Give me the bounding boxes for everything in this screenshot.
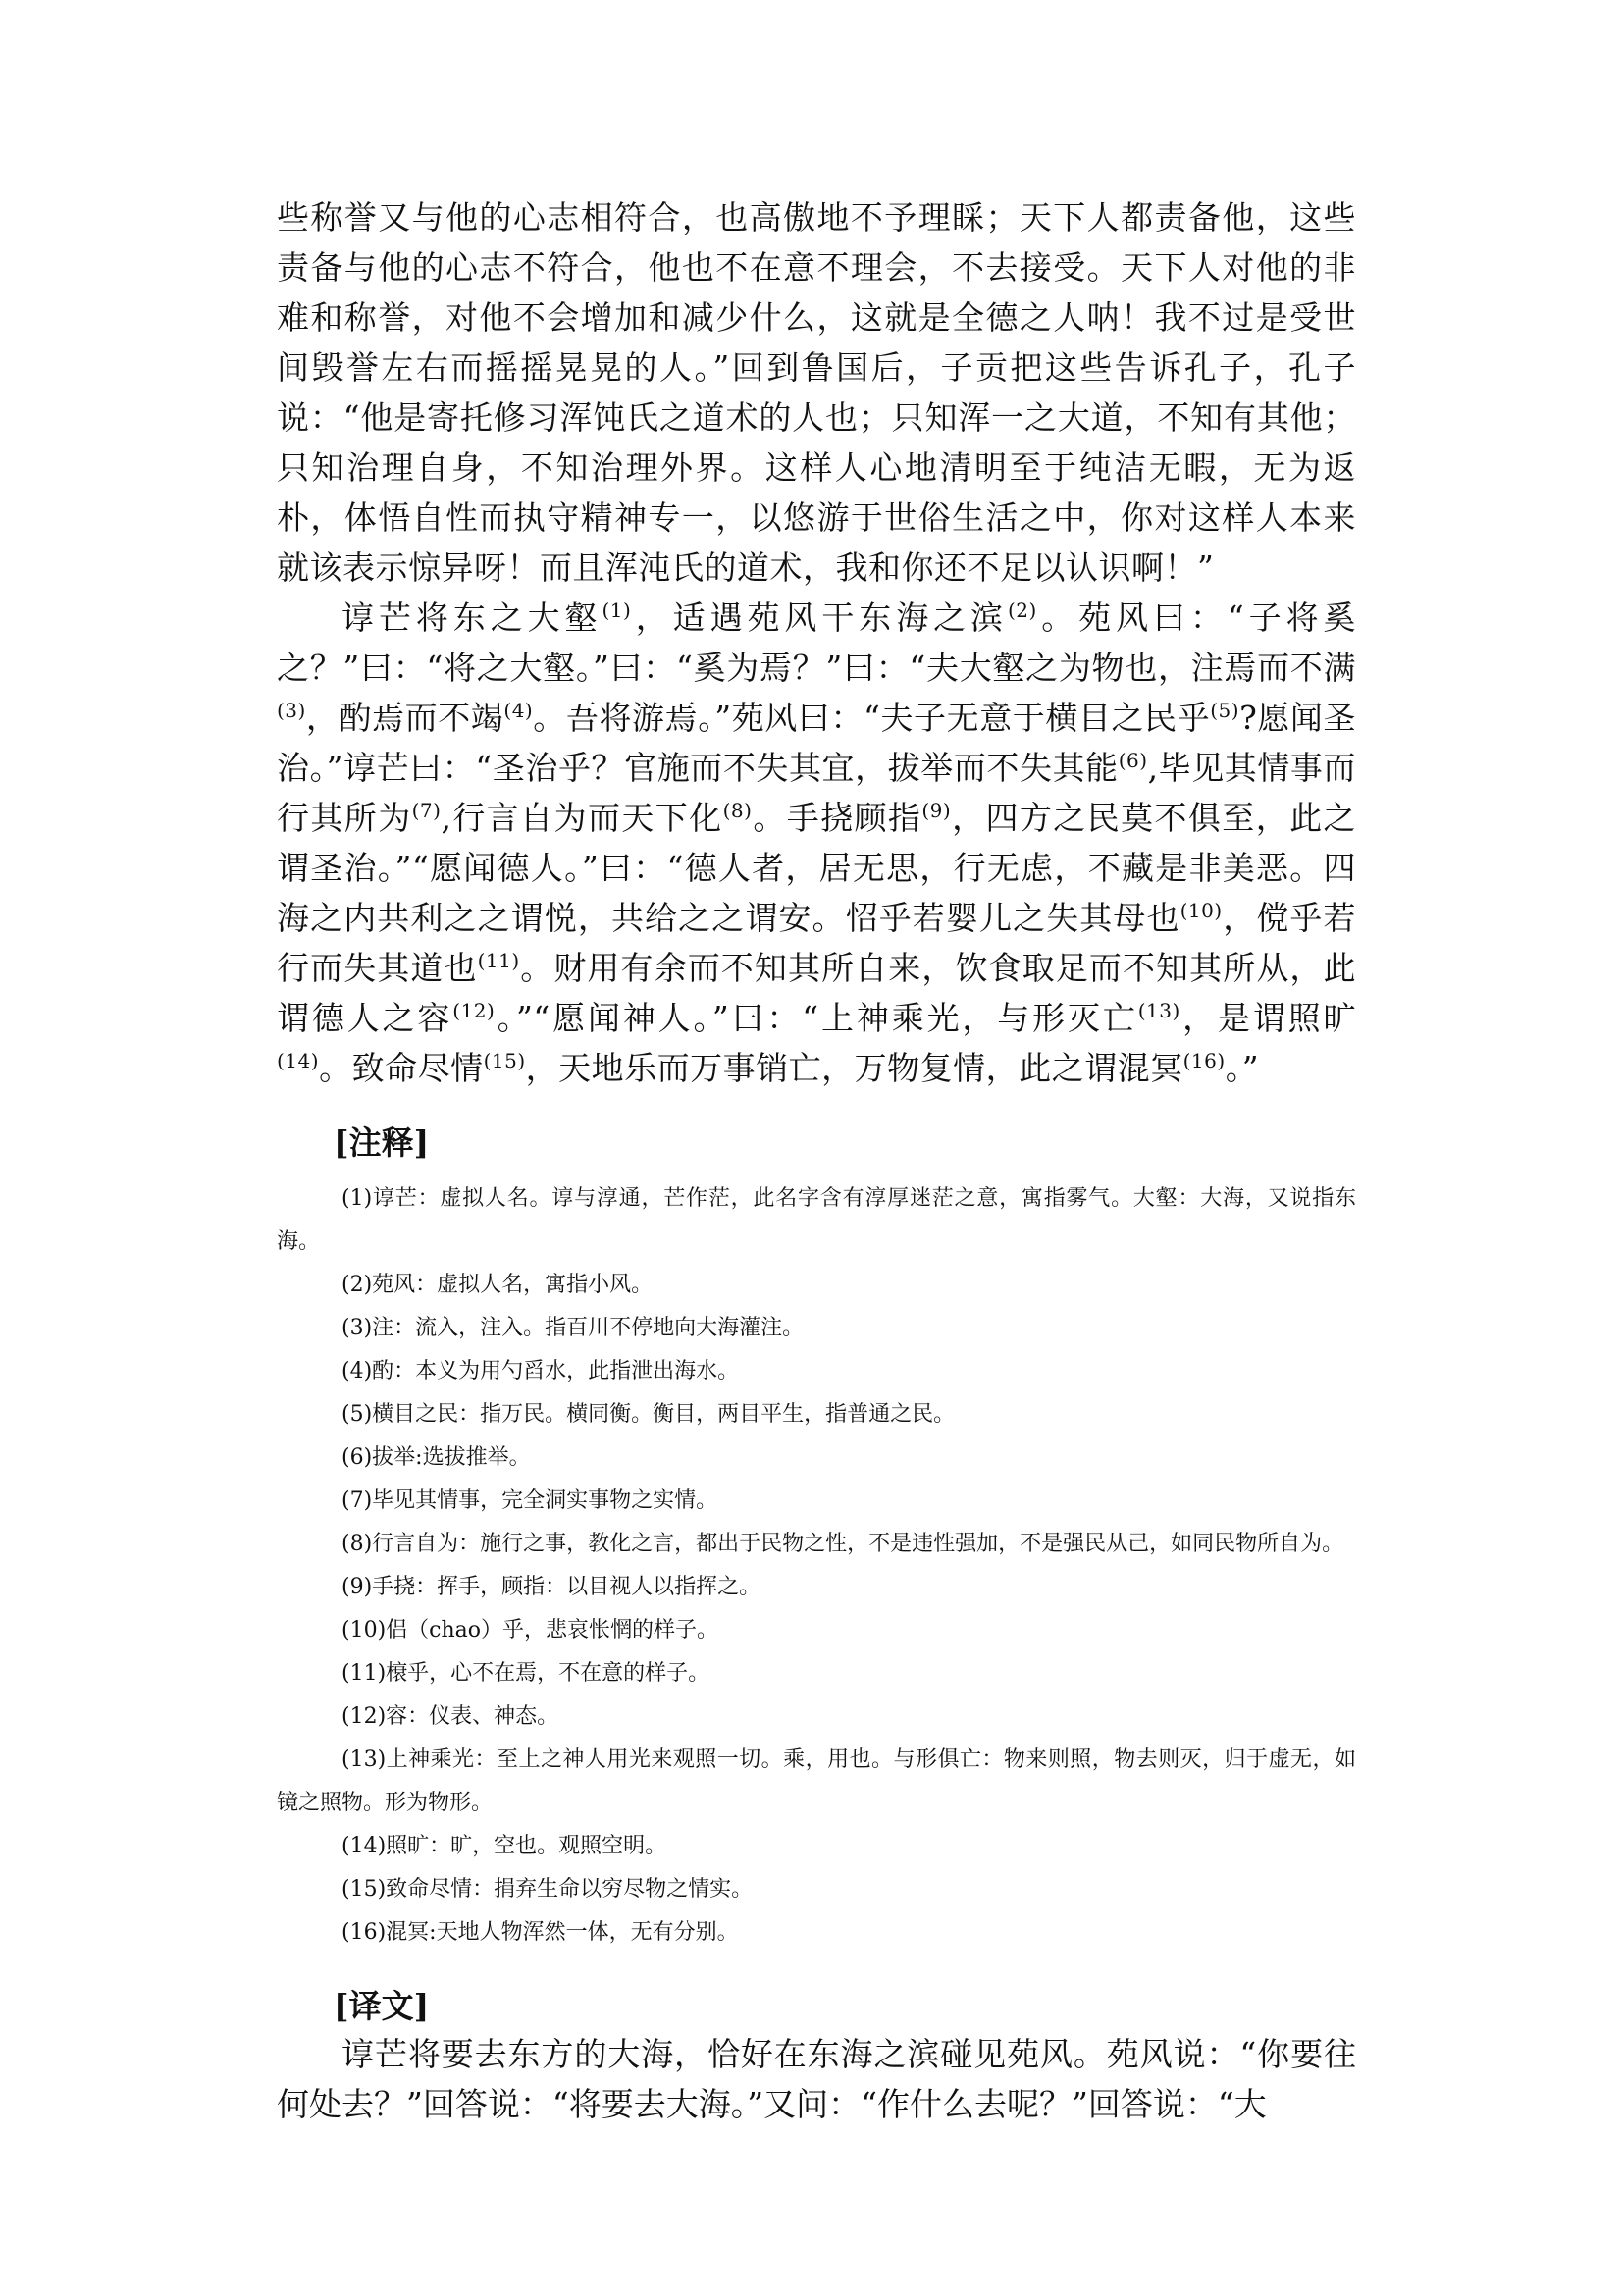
note-item: (7)毕见其情事，完全洞实事物之实情。 <box>341 1488 718 1513</box>
footnote-ref-4: (4) <box>503 699 534 722</box>
text-span: 。财用有余而不知其所自来，饮食取足而不知其所从，此谓德人之容 <box>277 949 1357 1037</box>
paragraph-2 <box>277 593 1356 1093</box>
footnote-ref-5: (5) <box>1210 699 1240 722</box>
note-item: (10)侣（chao）乎，悲哀怅惘的样子。 <box>341 1618 719 1642</box>
footnote-ref-16: (16) <box>1182 1049 1226 1072</box>
text-span: 。吾将游焉。”苑风曰：“夫子无意于横目之民乎 <box>533 699 1211 737</box>
note-item: (2)苑风：虚拟人名，寓指小风。 <box>341 1273 654 1297</box>
note-item: (4)酌：本义为用勺舀水，此指泄出海水。 <box>341 1359 740 1383</box>
text-span: 。苑风曰：“子将奚之？”曰：“将之大壑。”曰：“奚为焉？”曰：“夫大壑之为物也，注焉而不满 <box>277 599 1357 687</box>
text-span: 。” <box>1225 1049 1260 1087</box>
note-item: (5)横目之民：指万民。横同衡。衡目，两目平生，指普通之民。 <box>341 1402 956 1427</box>
note-item: (13)上神乘光：至上之神人用光来观照一切。乘，用也。与形俱亡：物来则照，物去则灭，归于虚无，如镜之照物。形为物形。 <box>277 1747 1356 1815</box>
note-item: (16)混冥:天地人物浑然一体，无有分别。 <box>341 1920 739 1945</box>
text-span: ，天地乐而万事销亡，万物复情，此之谓混冥 <box>525 1049 1183 1087</box>
footnote-ref-15: (15) <box>483 1049 526 1072</box>
note-item: (15)致命尽情：捐弃生命以穷尽物之情实。 <box>341 1877 754 1902</box>
paragraph-1: 些称誉又与他的心志相符合，也高傲地不予理睬；天下人都责备他，这些责备与他的心志不符合，他也不在意不理会，不去接受。天下人对他的非难和称誉，对他不会增加和减少什么，这就是全德之人呐！我不过是受世间毁誉左右而摇摇晃晃的人。”回到鲁国后，子贡把这些告诉孔子，孔子说：“他是寄托修习浑饨氏之道术的人也；只知浑一之大道，不知有其他；只知治理自身，不知治理外界。这样人心地清明至于纯洁无暇，无为返朴，体悟自性而执守精神专一，以悠游于世俗生活之中，你对这样人本来就该表示惊异呀！而且浑沌氏的道术，我和你还不足以认识啊！” <box>277 198 1356 587</box>
note-item: (8)行言自为：施行之事，教化之言，都出于民物之性，不是违性强加，不是强民从己，如同民物所自为。 <box>341 1532 1344 1556</box>
text-span: ，傥乎若行而失其道也 <box>277 899 1357 987</box>
footnote-ref-9: (9) <box>921 799 952 822</box>
text-span: ,行言自为而天下化 <box>441 799 723 837</box>
footnote-ref-8: (8) <box>722 799 753 822</box>
note-item: (3)注：流入，注入。指百川不停地向大海灌注。 <box>341 1316 805 1340</box>
text-span: ,毕见其情事而行其所为 <box>277 749 1356 837</box>
footnote-ref-6: (6) <box>1118 749 1148 772</box>
footnote-ref-13: (13) <box>1137 999 1180 1022</box>
note-item: (1)谆芒：虚拟人名。谆与淳通，芒作茫，此名字含有淳厚迷茫之意，寓指雾气。大壑：大海，又说指东海。 <box>277 1186 1356 1254</box>
footnote-ref-7: (7) <box>411 799 442 822</box>
text-span: ，酌焉而不竭 <box>305 699 504 737</box>
translation-section <box>277 2029 1356 2129</box>
footnote-ref-12: (12) <box>452 999 496 1022</box>
note-item: (11)榱乎，心不在焉，不在意的样子。 <box>341 1661 710 1686</box>
note-item: (12)容：仪表、神态。 <box>341 1704 559 1729</box>
text-span: 。”“愿闻神人。”曰：“上神乘光，与形灭亡 <box>495 999 1138 1037</box>
text-span: ，适遇苑风干东海之滨 <box>631 599 1008 637</box>
note-item: (6)拔举:选拔推举。 <box>341 1445 531 1470</box>
translation-heading: [译文] <box>334 1987 430 2025</box>
text-span: 。手挠顾指 <box>752 799 922 837</box>
footnote-ref-14: (14) <box>277 1049 320 1072</box>
text-span: 。致命尽情 <box>319 1049 484 1087</box>
footnote-ref-10: (10) <box>1179 899 1223 922</box>
text-span: ，四方之民莫不俱至，此之谓圣治。”“愿闻德人。”曰：“德人者，居无思，行无虑，不藏是非美恶。四海之内共利之之谓悦，共给之之谓安。怊乎若婴儿之失其母也 <box>277 799 1357 937</box>
translation-text: 谆芒将要去东方的大海，恰好在东海之滨碰见苑风。苑风说：“你要往何处去？”回答说：“将要去大海。”又问：“作什么去呢？”回答说：“大 <box>277 2035 1356 2123</box>
footnote-ref-1: (1) <box>602 599 632 622</box>
note-item: (14)照旷：旷，空也。观照空明。 <box>341 1834 667 1858</box>
text-span: 谆芒将东之大壑 <box>341 599 602 637</box>
footnote-ref-2: (2) <box>1007 599 1037 622</box>
document-page <box>277 192 1356 2129</box>
text-span: ，是谓照旷 <box>1179 999 1357 1037</box>
footnote-ref-11: (11) <box>477 949 520 972</box>
text-span: ?愿闻圣治。”谆芒曰：“圣治乎？官施而不失其宜，拔举而不失其能 <box>277 699 1356 787</box>
footnote-ref-3: (3) <box>277 699 306 722</box>
note-item: (9)手挠：挥手，顾指：以目视人以指挥之。 <box>341 1575 761 1599</box>
main-text <box>277 192 1356 1093</box>
notes-heading: [注释] <box>334 1123 430 1162</box>
notes-list <box>277 1177 1356 1955</box>
